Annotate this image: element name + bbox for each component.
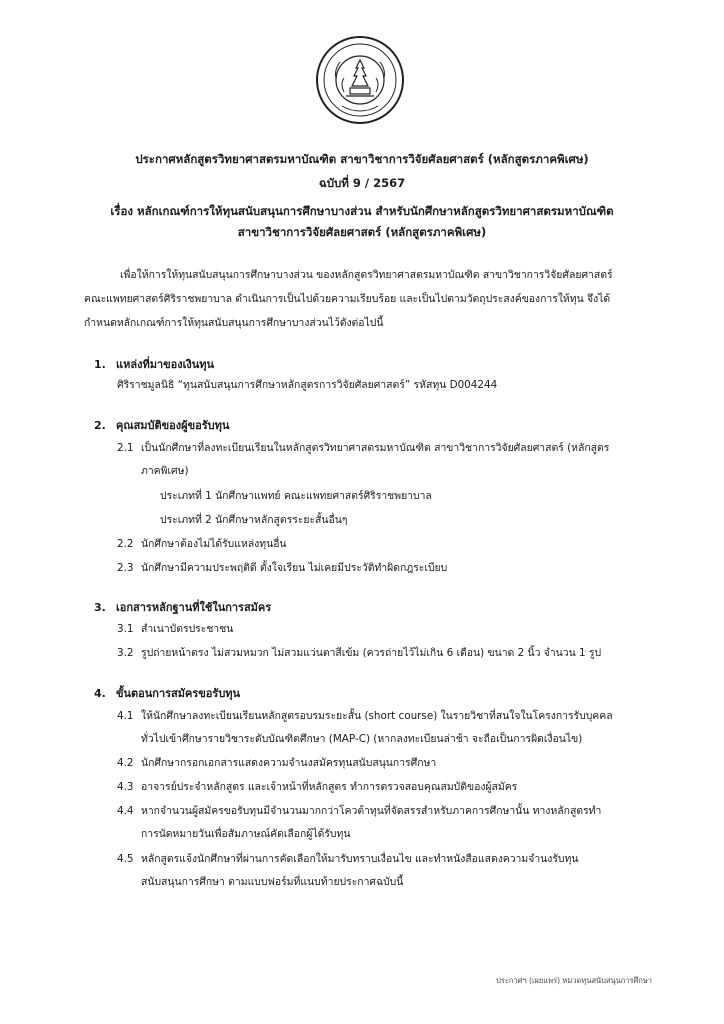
item-3-2: 3.2 รูปถ่ายหน้าตรง ไม่สวมหมวก ไม่สวมแว่นตาสีเข้ม (ควรถ่ายไว้ไม่เกิน 6 เดือน) ขนาด 2 นิ้ว จำนวน 1 รูป [117,647,602,659]
item-2-3: 2.3 นักศึกษามีความประพฤติดี ตั้งใจเรียน ไม่เคยมีประวัติทำผิดกฎระเบียบ [117,562,448,574]
university-seal-icon [314,34,406,126]
item-4-2: 4.2 นักศึกษากรอกเอกสารแสดงความจำนงสมัครทุนสนับสนุนการศึกษา [117,757,437,769]
section-title: คุณสมบัติของผู้ขอรับทุน [116,419,230,432]
item-4-1: 4.1 ให้นักศึกษาลงทะเบียนเรียนหลักสูตรอบรมระยะสั้น (short course) ในรายวิชาที่สนใจในโครงการรับบุคคล [117,710,613,722]
section-number: 3. [94,601,106,614]
section-title: แหล่งที่มาของเงินทุน [116,358,215,371]
section-1-text: ศิริราชมูลนิธิ “ทุนสนับสนุนการศึกษาหลักสูตรการวิจัยศัลยศาสตร์” รหัสทุน D004244 [117,379,498,391]
item-4-4: 4.4 หากจำนวนผู้สมัครขอรับทุนมีจำนวนมากกว่าโควต้าทุนที่จัดสรรสำหรับภาคการศึกษานั้น ทางหลักสูตรทำ [117,805,602,817]
item-4-3: 4.3 อาจารย์ประจำหลักสูตร และเจ้าหน้าที่หลักสูตร ทำการตรวจสอบคุณสมบัติของผู้สมัคร [117,781,518,793]
item-4-4-cont: การนัดหมายวันเพื่อสัมภาษณ์คัดเลือกผู้ได้รับทุน [141,828,351,840]
section-title: ขั้นตอนการสมัครขอรับทุน [116,687,241,700]
subject-line-1: เรื่อง หลักเกณฑ์การให้ทุนสนับสนุนการศึกษาบางส่วน สำหรับนักศึกษาหลักสูตรวิทยาศาสตรมหาบัณฑิต [110,204,614,218]
intro-line-3: กำหนดหลักเกณฑ์การให้ทุนสนับสนุนการศึกษาบางส่วนไว้ดังต่อไปนี้ [84,317,384,329]
section-number: 2. [94,419,106,432]
section-title: เอกสารหลักฐานที่ใช้ในการสมัคร [116,601,272,614]
section-3-heading [94,598,271,616]
intro-line-1: เพื่อให้การให้ทุนสนับสนุนการศึกษาบางส่วน ของหลักสูตรวิทยาศาสตรมหาบัณฑิต สาขาวิชาการวิจัยศัลยศาสตร์ [120,269,613,281]
item-4-5: 4.5 หลักสูตรแจ้งนักศึกษาที่ผ่านการคัดเลือกให้มารับทราบเงื่อนไข และทำหนังสือแสดงความจำนงรับทุน [117,853,579,865]
issue-number: ฉบับที่ 9 / 2567 [318,176,406,190]
item-2-2: 2.2 นักศึกษาต้องไม่ได้รับแหล่งทุนอื่น [117,538,287,550]
announcement-title: ประกาศหลักสูตรวิทยาศาสตรมหาบัณฑิต สาขาวิชาการวิจัยศัลยศาสตร์ (หลักสูตรภาคพิเศษ) [135,152,589,166]
intro-line-2: คณะแพทยศาสตร์ศิริราชพยาบาล ดำเนินการเป็นไปด้วยความเรียบร้อย และเป็นไปตามวัตถุประสงค์ของการให้ทุน จึงได้ [84,293,611,305]
type-1: ประเภทที่ 1 นักศึกษาแพทย์ คณะแพทยศาสตร์ศิริราชพยาบาล [160,490,432,502]
section-1-heading [94,355,214,373]
item-4-5-cont: สนับสนุนการศึกษา ตามแบบฟอร์มที่แนบท้ายประกาศฉบับนี้ [141,876,404,888]
section-2-heading [94,416,229,434]
item-3-1: 3.1 สำเนาบัตรประชาชน [117,623,234,635]
section-4-heading [94,684,240,702]
section-number: 4. [94,687,106,700]
page-footer: ประกาศฯ (เผยแพร่) หมวดทุนสนับสนุนการศึกษา [496,976,652,985]
item-2-1-cont: ภาคพิเศษ) [141,465,189,477]
item-4-1-cont: ทั่วไปเข้าศึกษารายวิชาระดับบัณฑิตศึกษา (MAP-C) (หากลงทะเบียนล่าช้า จะถือเป็นการผิดเงื่อนไข) [141,733,583,745]
section-number: 1. [94,358,106,371]
subject-line-2: สาขาวิชาการวิจัยศัลยศาสตร์ (หลักสูตรภาคพิเศษ) [237,225,487,239]
item-2-1: 2.1 เป็นนักศึกษาที่ลงทะเบียนเรียนในหลักสูตรวิทยาศาสตรมหาบัณฑิต สาขาวิชาการวิจัยศัลยศาสตร์ (หลักสูตร [117,442,610,454]
type-2: ประเภทที่ 2 นักศึกษาหลักสูตรระยะสั้นอื่นๆ [160,514,348,526]
